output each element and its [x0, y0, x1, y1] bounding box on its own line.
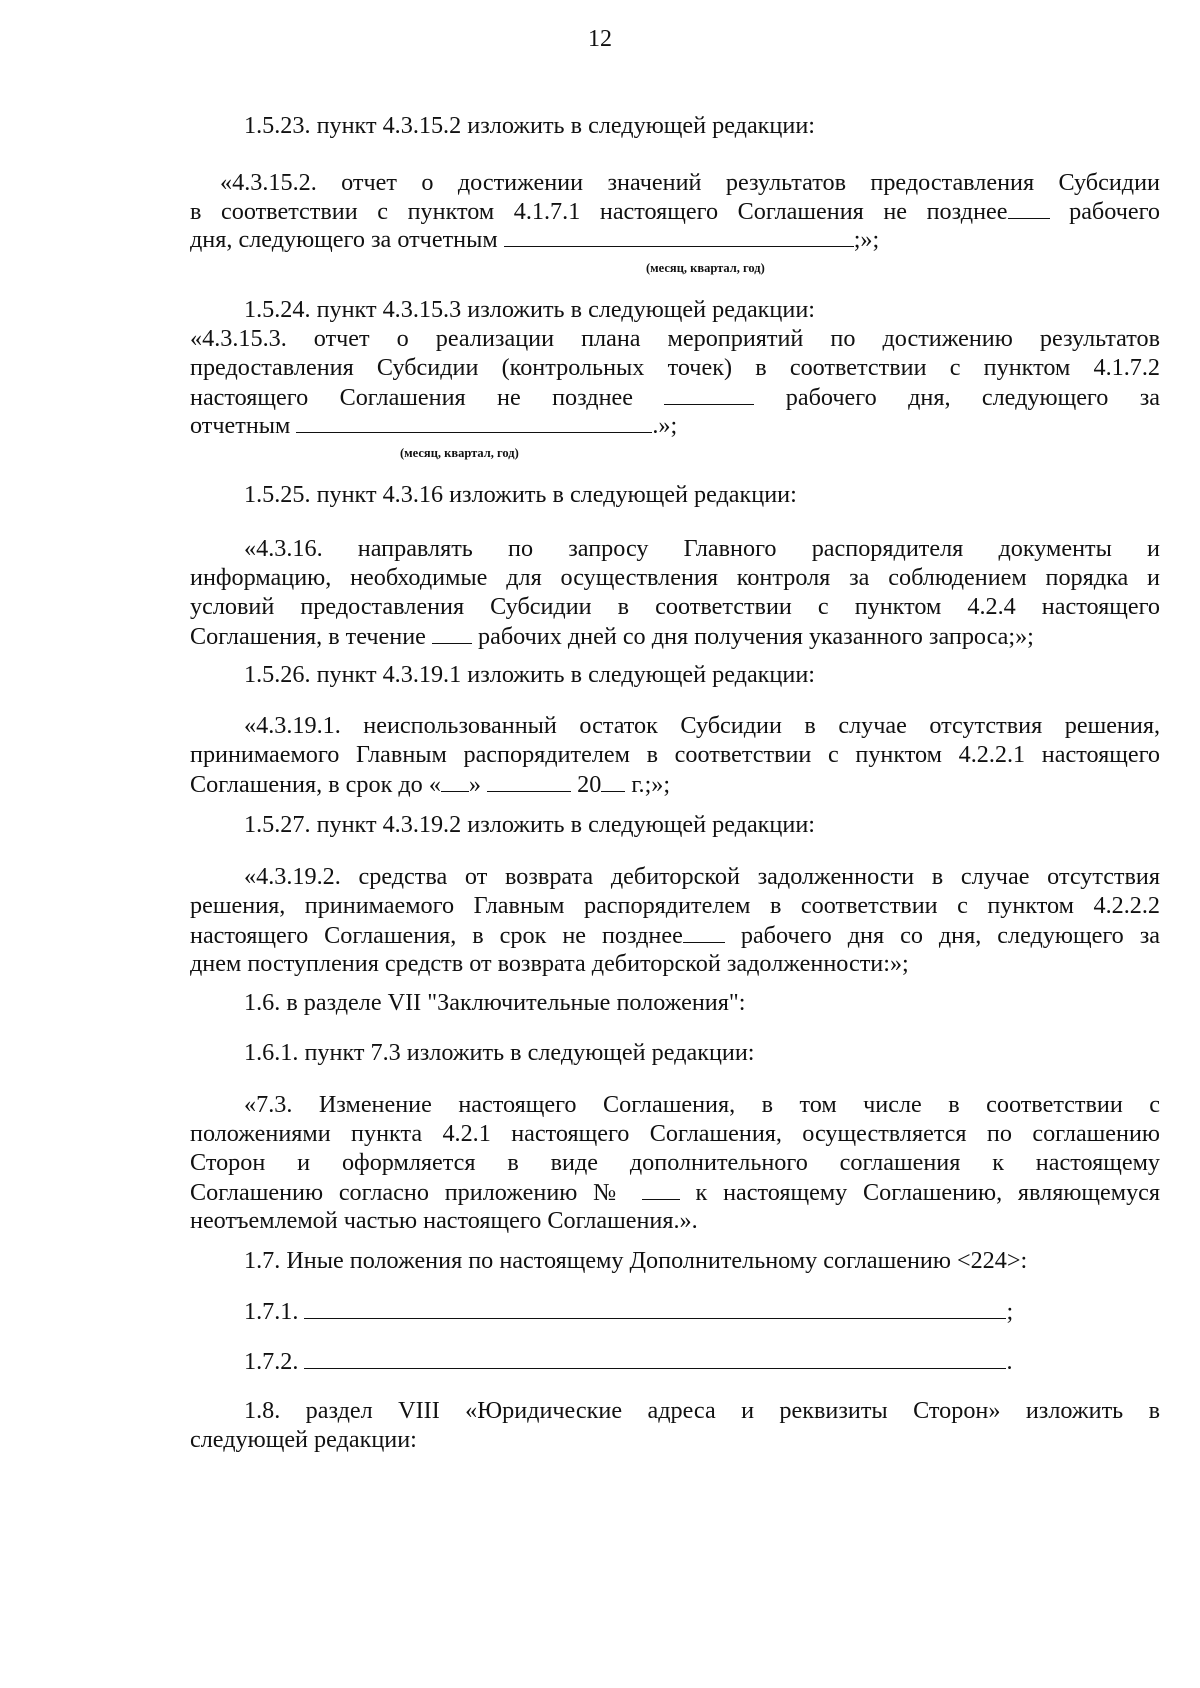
para-4-3-19-1-line3: [190, 769, 1160, 800]
para-text: «4.3.19.1. неиспользованный остаток Субсидии в случае отсутствия решения,: [244, 712, 1160, 739]
para-text: г.;»;: [631, 771, 671, 798]
para-text: положениями пункта 4.2.1 настоящего Соглашения, осуществляется по соглашению: [190, 1120, 1160, 1147]
blank-field: [642, 1177, 680, 1200]
para-text: «4.3.15.2. отчет о достижении значений результатов предоставления Субсидии: [220, 169, 1160, 196]
heading-1-5-25: 1.5.25. пункт 4.3.16 изложить в следующей редакции:: [244, 481, 797, 508]
heading-1-5-23: 1.5.23. пункт 4.3.15.2 изложить в следующей редакции:: [244, 112, 815, 139]
para-4-3-15-3-line1: [190, 324, 1160, 354]
para-text: неотъемлемой частью настоящего Соглашения.».: [190, 1207, 698, 1234]
para-7-3-line4: [190, 1177, 1160, 1208]
page-number: 12: [588, 26, 612, 52]
para-text: днем поступления средств от возврата дебиторской задолженности:»;: [190, 950, 909, 977]
para-4-3-19-2-line3: [190, 920, 1160, 951]
heading-1-8-line1: [190, 1396, 1160, 1426]
para-text: настоящего Соглашения не позднее: [190, 384, 633, 411]
blank-field: [601, 769, 625, 792]
para-7-3-line2: [190, 1119, 1160, 1149]
para-4-3-19-1-line2: [190, 740, 1160, 770]
blank-field: [664, 382, 754, 405]
blank-field: [504, 224, 854, 247]
para-4-3-15-2-line3: [190, 224, 1160, 255]
para-4-3-15-3-line3: [190, 382, 1160, 413]
para-4-3-16-line2: [190, 563, 1160, 593]
para-text: 1.8. раздел VIII «Юридические адреса и реквизиты Сторон» изложить в: [244, 1397, 1160, 1424]
heading-1-6: 1.6. в разделе VII "Заключительные положения":: [244, 989, 746, 1016]
para-4-3-19-2-line2: [190, 891, 1160, 921]
para-text: предоставления Субсидии (контрольных точек) в соответствии с пунктом 4.1.7.2: [190, 354, 1160, 381]
para-text: ;»;: [853, 226, 880, 253]
heading-1-7: 1.7. Иные положения по настоящему Дополнительному соглашению <224>:: [244, 1247, 1028, 1274]
para-7-3-line1: [190, 1090, 1160, 1120]
item-end: ;: [1006, 1298, 1014, 1325]
para-4-3-19-1-line1: [190, 711, 1160, 741]
item-label: 1.7.1.: [244, 1298, 299, 1325]
para-text: решения, принимаемого Главным распорядителем в соответствии с пунктом 4.2.2.2: [190, 892, 1160, 919]
para-text: Соглашения, в срок до «: [190, 771, 441, 798]
para-text: «7.3. Изменение настоящего Соглашения, в том числе в соответствии с: [244, 1091, 1160, 1118]
blank-field: [441, 769, 469, 792]
blank-field: [296, 410, 652, 433]
para-text: условий предоставления Субсидии в соответствии с пунктом 4.2.4 настоящего: [190, 593, 1160, 620]
para-4-3-15-2-line1: [190, 168, 1160, 198]
para-4-3-15-3-line4: [190, 410, 1160, 441]
para-text: рабочего дня, следующего за: [785, 384, 1161, 411]
heading-1-6-1: 1.6.1. пункт 7.3 изложить в следующей редакции:: [244, 1039, 755, 1066]
para-4-3-16-line4: [190, 621, 1160, 652]
heading-1-5-27: 1.5.27. пункт 4.3.19.2 изложить в следующей редакции:: [244, 811, 815, 838]
para-4-3-19-2-line4: [190, 949, 1160, 979]
para-text: в соответствии с пунктом 4.1.7.1 настоящего Соглашения не позднее: [190, 198, 1008, 225]
item-1-7-2: [190, 1346, 1160, 1377]
blank-field: [683, 920, 725, 943]
para-4-3-15-3-line2: [190, 353, 1160, 383]
para-text: рабочего: [1069, 198, 1161, 225]
heading-1-5-26: 1.5.26. пункт 4.3.19.1 изложить в следующей редакции:: [244, 661, 815, 688]
heading-1-8-line2: следующей редакции:: [190, 1426, 417, 1453]
item-1-7-1: [190, 1296, 1160, 1327]
para-text: 20: [577, 771, 602, 798]
field-caption: (месяц, квартал, год): [400, 446, 519, 460]
para-4-3-16-line1: [190, 534, 1160, 564]
para-text: «4.3.19.2. средства от возврата дебиторской задолженности в случае отсутствия: [244, 863, 1160, 890]
para-4-3-16-line3: [190, 592, 1160, 622]
blank-field: [432, 621, 472, 644]
para-text: отчетным: [190, 412, 291, 439]
para-text: Соглашению согласно приложению №: [190, 1179, 626, 1206]
blank-field: [304, 1346, 1006, 1369]
para-text: «4.3.15.3. отчет о реализации плана мероприятий по достижению результатов: [190, 325, 1160, 352]
para-7-3-line3: [190, 1148, 1160, 1178]
blank-field: [487, 769, 571, 792]
para-text: к настоящему Соглашению, являющемуся: [695, 1179, 1161, 1206]
para-4-3-15-2-line2: [190, 196, 1160, 227]
para-text: информацию, необходимые для осуществления контроля за соблюдением порядка и: [190, 564, 1160, 591]
para-text: настоящего Соглашения, в срок не позднее: [190, 922, 683, 949]
para-text: Сторон и оформляется в виде дополнительного соглашения к настоящему: [190, 1149, 1160, 1176]
blank-field: [1008, 196, 1050, 219]
para-text: «4.3.16. направлять по запросу Главного распорядителя документы и: [244, 535, 1160, 562]
para-text: рабочего дня со дня, следующего за: [740, 922, 1160, 949]
para-text: дня, следующего за отчетным: [190, 226, 498, 253]
para-text: рабочих дней со дня получения указанного запроса;»;: [477, 623, 1034, 650]
para-text: Соглашения, в течение: [190, 623, 426, 650]
field-caption: (месяц, квартал, год): [646, 261, 765, 275]
blank-field: [304, 1296, 1006, 1319]
para-4-3-19-2-line1: [190, 862, 1160, 892]
item-label: 1.7.2.: [244, 1348, 299, 1375]
para-7-3-line5: [190, 1206, 1160, 1236]
item-end: .: [1006, 1348, 1013, 1375]
para-text: .»;: [652, 412, 678, 439]
heading-1-5-24: 1.5.24. пункт 4.3.15.3 изложить в следующей редакции:: [244, 296, 815, 323]
para-text: принимаемого Главным распорядителем в соответствии с пунктом 4.2.2.1 настоящего: [190, 741, 1160, 768]
para-text: »: [468, 771, 482, 798]
